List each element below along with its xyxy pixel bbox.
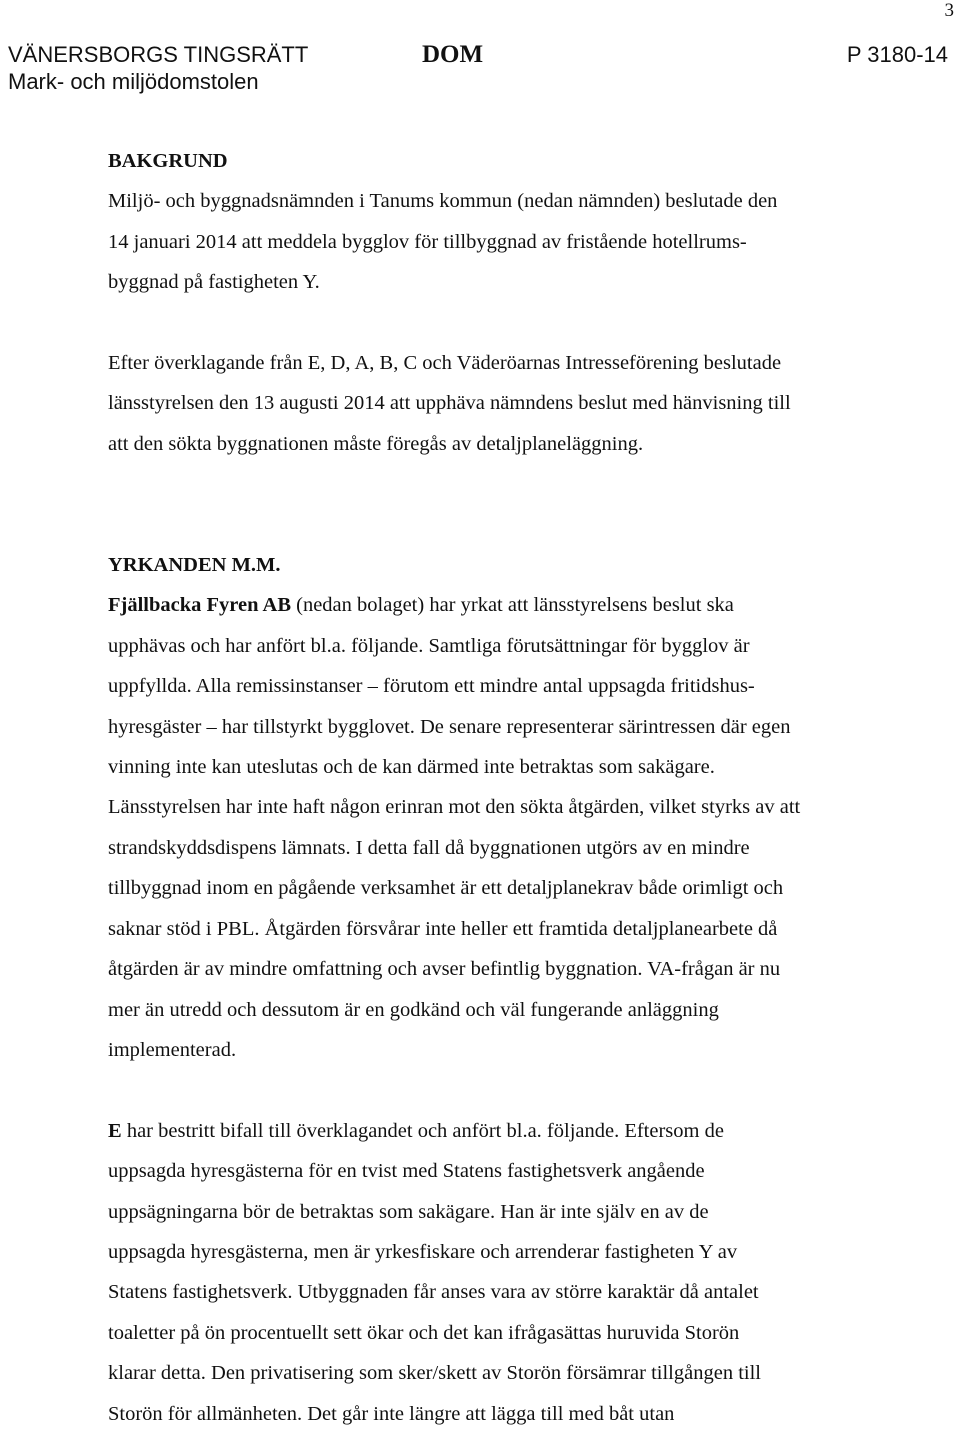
- text-line: uppsägningarna bör de betraktas som sakägare. Han är inte själv en av de: [108, 1200, 709, 1223]
- text-line: 14 januari 2014 att meddela bygglov för tillbyggnad av fristående hotellrums-: [108, 230, 747, 253]
- text-line: Länsstyrelsen har inte haft någon erinran mot den sökta åtgärden, vilket styrks av att: [108, 796, 801, 819]
- paragraph-bakgrund-2: [108, 343, 908, 464]
- party-name: E: [108, 1119, 122, 1142]
- text-line: Efter överklagande från E, D, A, B, C och Väderöarnas Intresseförening beslutade: [108, 352, 782, 375]
- party-name: Fjällbacka Fyren AB: [108, 594, 291, 617]
- text-line: [108, 585, 908, 625]
- text-line: byggnad på fastigheten Y.: [108, 271, 320, 294]
- court-division: Mark- och miljödomstolen: [8, 69, 259, 94]
- text-line: saknar stöd i PBL. Åtgärden försvårar inte heller ett framtida detaljplanearbete då: [108, 917, 778, 940]
- text-line: åtgärden är av mindre omfattning och avser befintlig byggnation. VA-frågan är nu: [108, 958, 781, 981]
- text-line: hyresgäster – har tillstyrkt bygglovet. De senare representerar särintressen där egen: [108, 715, 791, 738]
- paragraph-yrkanden-1: [108, 585, 908, 1070]
- text-fragment: (nedan bolaget) har yrkat att länsstyrelsens beslut ska: [291, 594, 734, 617]
- text-line: strandskyddsdispens lämnats. I detta fall då byggnationen utgörs av en mindre: [108, 836, 750, 859]
- document-type: DOM: [422, 41, 484, 68]
- paragraph-bakgrund-1: [108, 181, 908, 302]
- heading-yrkanden: YRKANDEN M.M.: [108, 554, 281, 577]
- page-number: 3: [944, 0, 954, 21]
- case-number: P 3180-14: [846, 42, 948, 67]
- text-line: Storön för allmänheten. Det går inte längre att lägga till med båt utan: [108, 1402, 675, 1425]
- text-line: klarar detta. Den privatisering som sker/skett av Storön försämrar tillgången till: [108, 1362, 761, 1385]
- heading-bakgrund: BAKGRUND: [108, 150, 228, 172]
- text-line: uppsagda hyresgästerna, men är yrkesfiskare och arrenderar fastigheten Y av: [108, 1240, 738, 1263]
- text-line: [108, 1111, 908, 1151]
- text-line: mer än utredd och dessutom är en godkänd och väl fungerande anläggning: [108, 998, 719, 1021]
- text-line: Miljö- och byggnadsnämnden i Tanums kommun (nedan nämnden) beslutade den: [108, 190, 778, 213]
- text-line: uppsagda hyresgästerna för en tvist med Statens fastighetsverk angående: [108, 1160, 705, 1183]
- paragraph-yrkanden-2: [108, 1111, 908, 1434]
- text-line: uppfyllda. Alla remissinstanser – förutom ett mindre antal uppsagda fritidshus-: [108, 675, 755, 698]
- text-line: tillbyggnad inom en pågående verksamhet är ett detaljplanekrav både orimligt och: [108, 877, 784, 900]
- court-name: VÄNERSBORGS TINGSRÄTT: [8, 42, 309, 67]
- text-line: att den sökta byggnationen måste föregås av detaljplaneläggning.: [108, 432, 644, 455]
- text-line: implementerad.: [108, 1038, 237, 1061]
- text-line: upphävas och har anfört bl.a. följande. Samtliga förutsättningar för bygglov är: [108, 634, 750, 657]
- text-line: länsstyrelsen den 13 augusti 2014 att upphäva nämndens beslut med hänvisning till: [108, 392, 791, 415]
- text-line: toaletter på ön procentuellt sett ökar och det kan ifrågasättas huruvida Storön: [108, 1321, 740, 1344]
- text-line: vinning inte kan uteslutas och de kan därmed inte betraktas som sakägare.: [108, 756, 715, 779]
- text-fragment: har bestritt bifall till överklagandet och anfört bl.a. följande. Eftersom de: [121, 1119, 724, 1142]
- text-line: Statens fastighetsverk. Utbyggnaden får anses vara av större karaktär då antalet: [108, 1281, 759, 1304]
- document-body: [108, 141, 908, 1434]
